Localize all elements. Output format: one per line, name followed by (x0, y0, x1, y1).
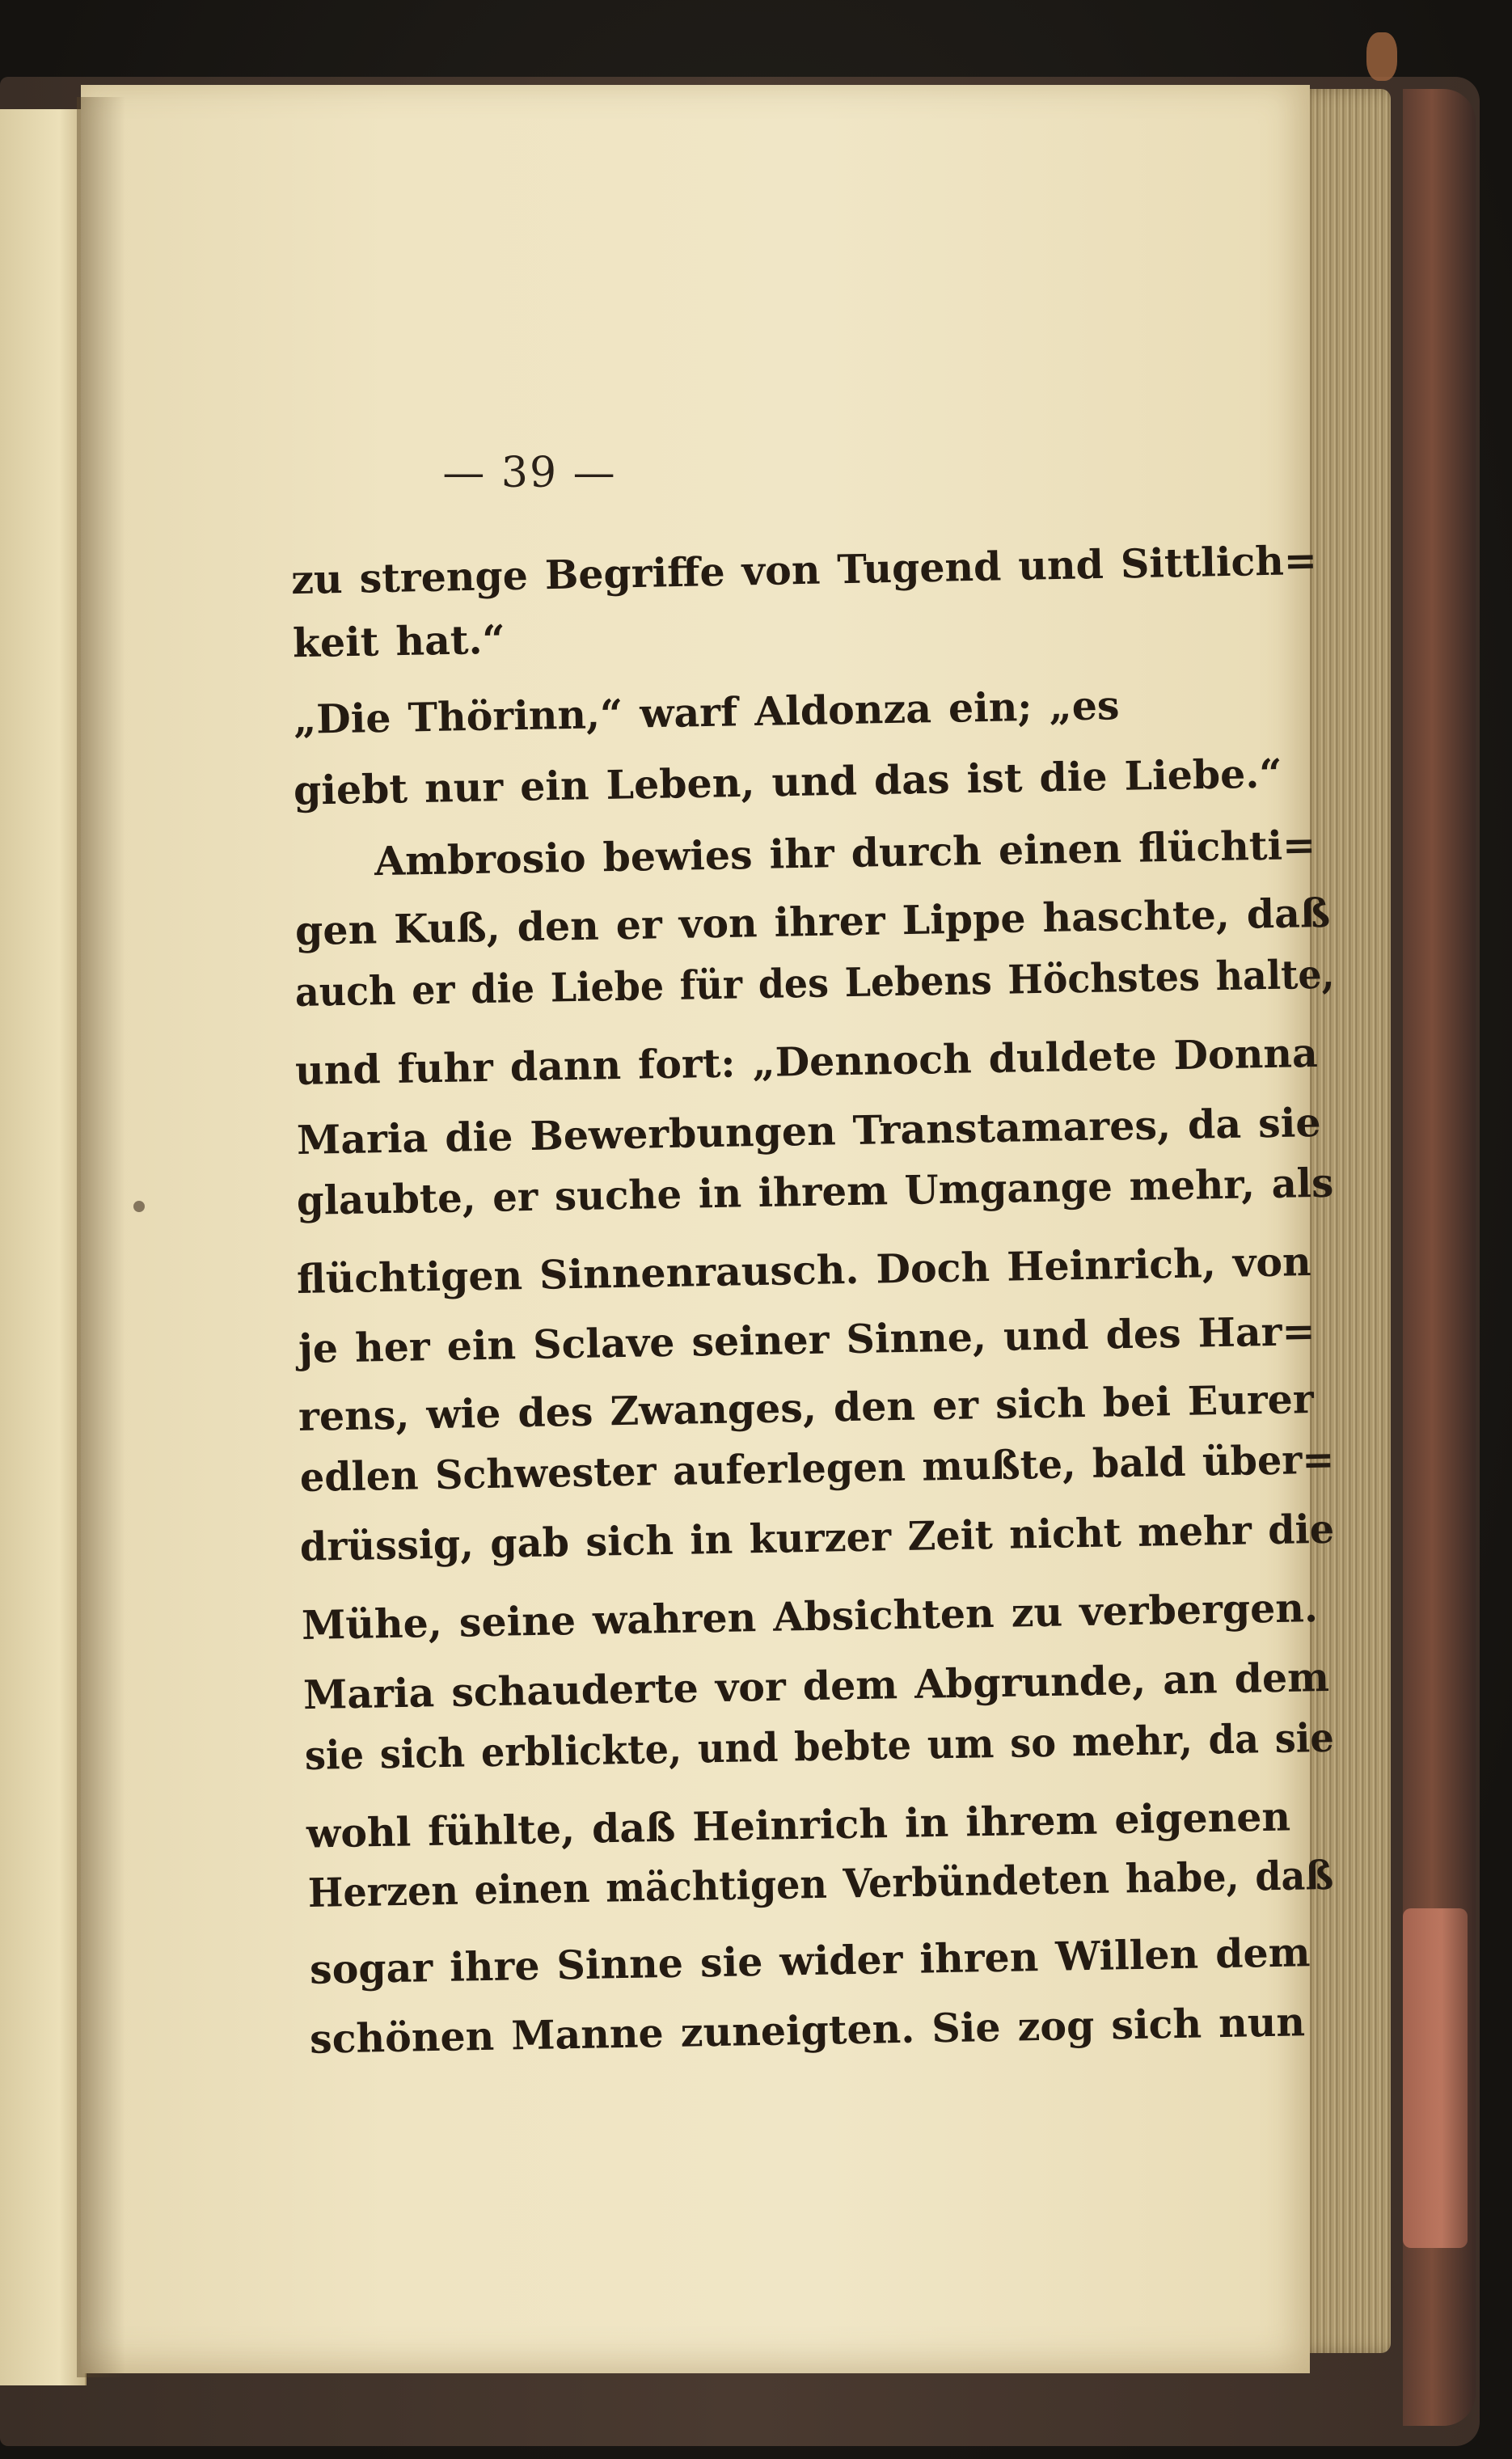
text-line: Mühe, seine wahren Absichten zu verbergen. (301, 1584, 1319, 1649)
text-line: Ambrosio bewies ihr durch einen flüchti= (374, 821, 1316, 885)
ink-spot (133, 1201, 145, 1212)
text-line: keit hat.“ (292, 615, 506, 667)
page-number: — 39 — (442, 449, 617, 497)
text-line: sogar ihre Sinne sie wider ihren Willen dem (309, 1929, 1311, 1993)
left-page-strip (0, 109, 87, 2385)
text-line: Herzen einen mächtigen Verbündeten habe, daß (307, 1851, 1334, 1916)
text-line: giebt nur ein Leben, und das ist die Liebe.“ (293, 750, 1282, 814)
right-page (81, 85, 1336, 2373)
text-line: glaubte, er suche in ihrem Umgange mehr, als (296, 1159, 1334, 1224)
text-line: je her ein Sclave seiner Sinne, und des Har= (298, 1308, 1316, 1372)
text-line: drüssig, gab sich in kurzer Zeit nicht mehr die (299, 1505, 1335, 1570)
text-line: „Die Thörinn,“ warf Aldonza ein; „es (293, 682, 1120, 743)
cover-stain (1366, 32, 1397, 81)
text-line: Maria schauderte vor dem Abgrunde, an dem (302, 1653, 1330, 1719)
gutter-shadow (77, 97, 125, 2377)
text-line: edlen Schwester auferlegen mußte, bald über= (299, 1435, 1335, 1501)
text-line: zu strenge Begriffe von Tugend und Sittlich= (290, 536, 1318, 604)
cover-worn-patch (1403, 1908, 1468, 2248)
text-line: flüchtigen Sinnenrausch. Doch Heinrich, von (296, 1238, 1312, 1303)
text-line: schönen Manne zuneigten. Sie zog sich nun (309, 1998, 1306, 2063)
text-line: wohl fühlte, daß Heinrich in ihrem eigenen (306, 1793, 1291, 1857)
text-line: Maria die Bewerbungen Transtamares, da sie (296, 1098, 1321, 1164)
text-line: auch er die Liebe für des Lebens Höchstes halte, (294, 950, 1336, 1016)
text-block (214, 85, 1336, 2373)
text-line: gen Kuß, den er von ihrer Lippe haschte, daß (294, 889, 1331, 955)
text-line: rens, wie des Zwanges, den er sich bei Eurer (298, 1375, 1315, 1440)
text-line: und fuhr dann fort: „Dennoch duldete Donna (294, 1029, 1319, 1095)
text-line: sie sich erblickte, und bebte um so mehr, da sie (304, 1713, 1335, 1779)
